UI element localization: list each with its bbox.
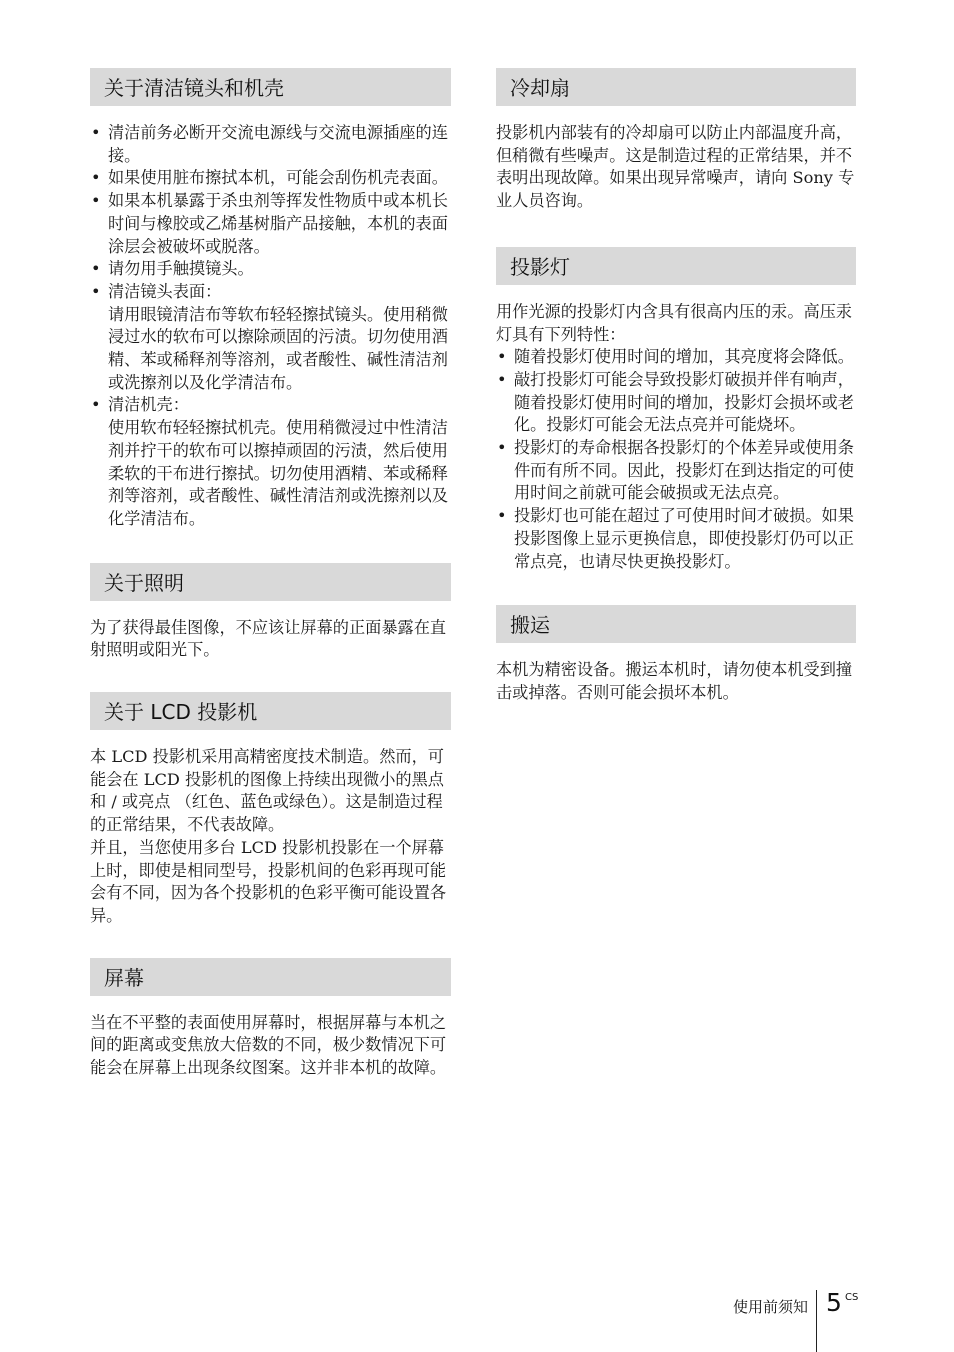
list-item [90,190,451,258]
list-item-text: 随着投影灯使用时间的增加，其亮度将会降低。 [514,347,854,367]
list-item [496,437,856,505]
section-heading: 关于 LCD 投影机 [90,692,451,730]
page-number: 5 [826,1288,842,1317]
list-item-text: • 清洁机壳： [108,395,189,415]
list-item-text: 投影灯的寿命根据各投影灯的个体差异或使用条件而有所不同。因此，投影灯在到达指定的可使用时间之前就可能会破损或无法点亮。 [514,438,854,503]
section-heading: 屏幕 [90,958,451,996]
list-item-text: 如果本机暴露于杀虫剂等挥发性物质中或本机长时间与橡胶或乙烯基树脂产品接触，本机的表面涂层会被破坏或脱落。 [108,191,448,256]
section-heading: 搬运 [496,605,856,643]
list-item [90,258,451,281]
section-body: 本 LCD 投影机采用高精密度技术制造。然而，可能会在 LCD 投影机的图像上持续出现微小的黑点和 / 或亮点 （红色、蓝色或绿色）。这是制造过程的正常结果，不代表故障。 [90,747,444,835]
list-item [90,122,451,167]
footer-divider [816,1290,817,1352]
section-body: 投影机内部装有的冷却扇可以防止内部温度升高，但稍微有些噪声。这是制造过程的正常结果，并不表明出现故障。如果出现异常噪声，请向 Sony 专业人员咨询。 [496,123,855,211]
right-column [496,68,856,735]
section-lighting [90,563,451,662]
list-item [496,369,856,437]
list-item [90,394,451,530]
list-item-detail: 使用软布轻轻擦拭机壳。使用稍微浸过中性清洁剂并拧干的软布可以擦掉顽固的污渍，然后使用柔软的干布进行擦拭。切勿使用酒精、苯或稀释剂等溶剂，或者酸性、碱性清洁剂或洗擦剂以及化学清洁布。 [108,418,448,528]
section-heading: 关于清洁镜头和机壳 [90,68,451,106]
page-footer [654,1280,954,1352]
list-item-detail: 请用眼镜清洁布等软布轻轻擦拭镜头。使用稍微浸过水的软布可以擦除顽固的污渍。切勿使用酒精、苯或稀释剂等溶剂，或者酸性、碱性清洁剂或洗擦剂以及化学清洁布。 [108,304,448,392]
list-item-text: • 清洁镜头表面： [108,281,222,301]
section-heading: 冷却扇 [496,68,856,106]
section-transport [496,605,856,704]
list-item-text: 敲打投影灯可能会导致投影灯破损并伴有响声，随着投影灯使用时间的增加，投影灯会损坏或老化。投影灯可能会无法点亮并可能烧坏。 [514,369,854,435]
section-body: 当在不平整的表面使用屏幕时，根据屏幕与本机之间的距离或变焦放大倍数的不同，极少数情况下可能会在屏幕上出现条纹图案。这并非本机的故障。 [90,1012,447,1078]
list-item [90,281,451,395]
section-cleaning [90,68,451,531]
page-language-suffix: CS [845,1292,859,1303]
list-item-text: 如果使用脏布擦拭本机，可能会刮伤机壳表面。 [108,168,448,188]
section-body: 为了获得最佳图像，不应该让屏幕的正面暴露在直射照明或阳光下。 [90,617,447,660]
section-lcd [90,692,451,928]
section-lamp [496,247,856,573]
section-heading: 投影灯 [496,247,856,285]
list-item-text: 清洁前务必断开交流电源线与交流电源插座的连接。 [108,123,448,165]
section-fan [496,68,856,213]
lamp-list [496,346,856,573]
list-item [90,167,451,190]
list-item [496,346,856,369]
list-item-text: 请勿用手触摸镜头。 [108,259,254,279]
cleaning-list [90,122,451,531]
section-body: 用作光源的投影灯内含具有很高内压的汞。高压汞灯具有下列特性： [496,301,853,344]
section-body: 本机为精密设备。搬运本机时，请勿使本机受到撞击或掉落。否则可能会损坏本机。 [496,660,853,702]
section-heading: 关于照明 [90,563,451,601]
section-screen [90,958,451,1080]
list-item-text: 投影灯也可能在超过了可使用时间才破损。如果投影图像上显示更换信息，即使投影灯仍可以正常点亮，也请尽快更换投影灯。 [514,506,854,571]
list-item [496,505,856,573]
section-body: 并且，当您使用多台 LCD 投影机投影在一个屏幕上时，即使是相同型号，投影机间的色彩再现可能会有不同，因为各个投影机的色彩平衡可能设置各异。 [90,837,447,925]
footer-section-label: 使用前须知 [732,1298,808,1316]
left-column [90,68,451,1110]
